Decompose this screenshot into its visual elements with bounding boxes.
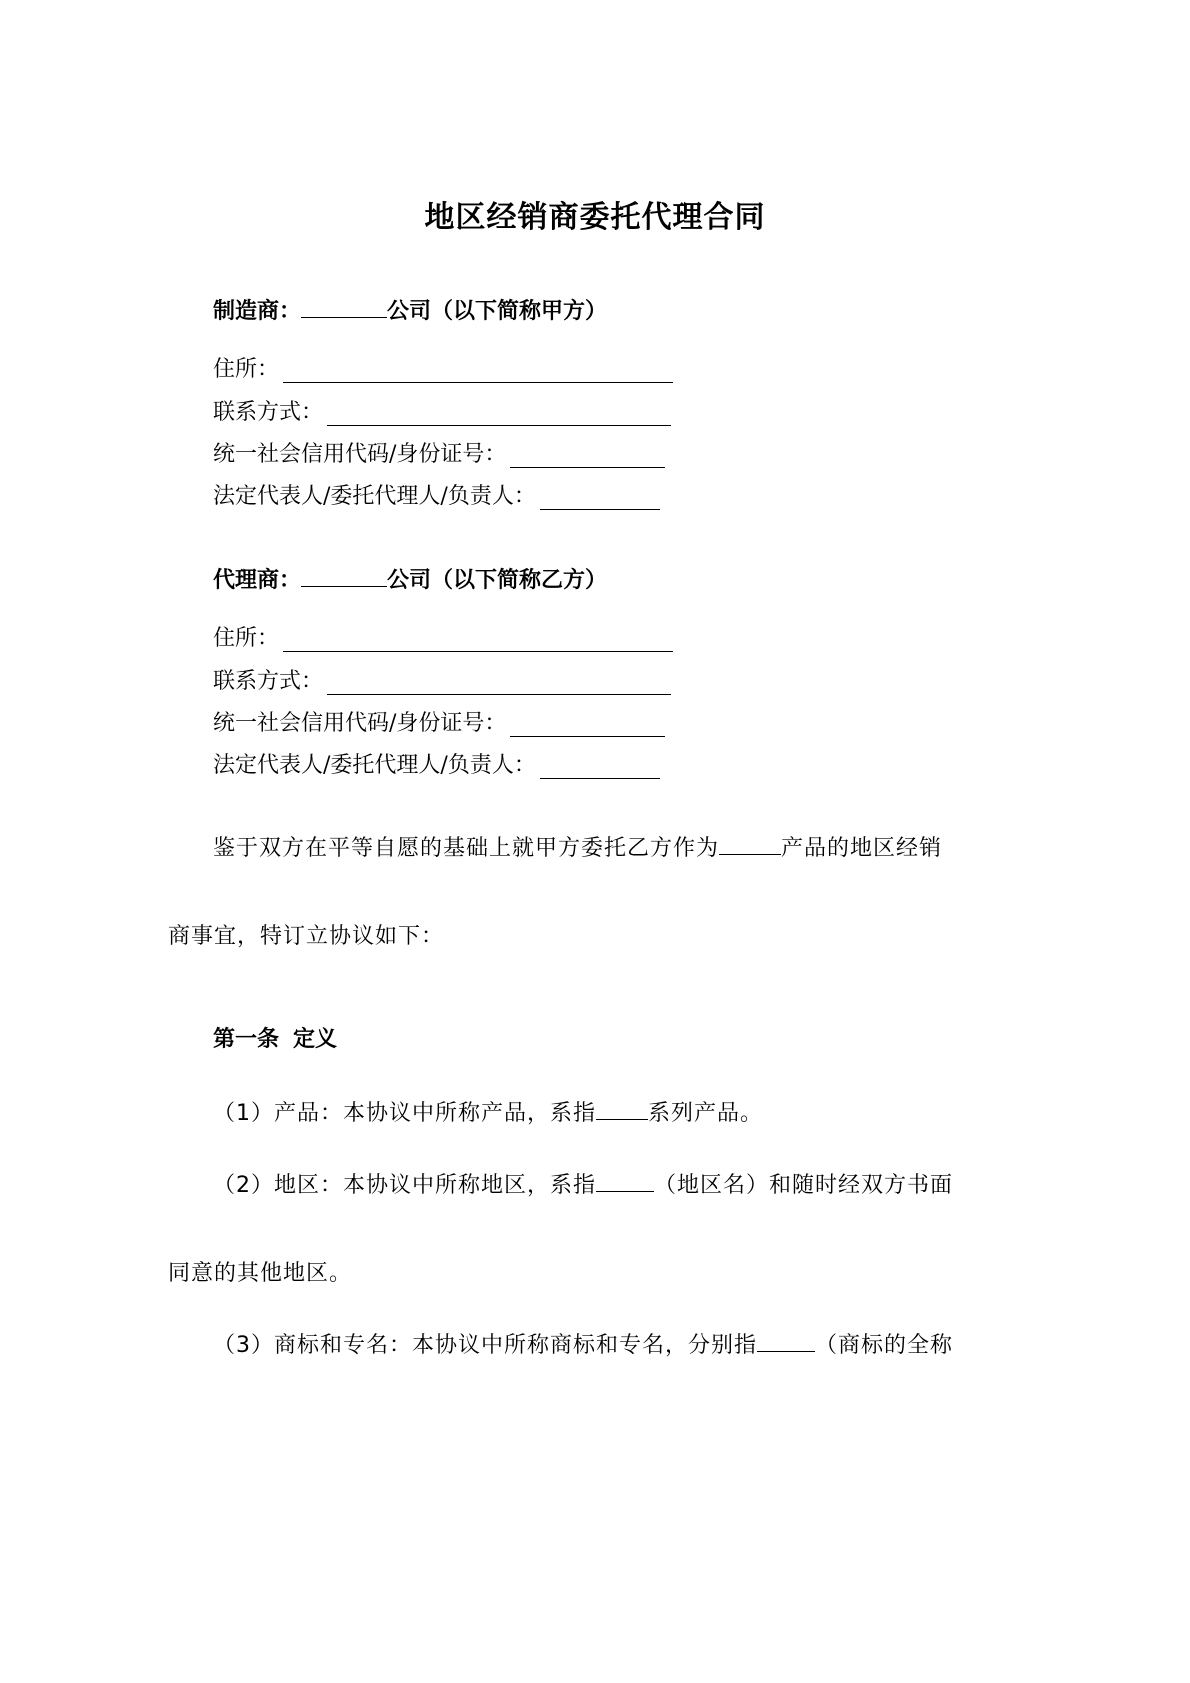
article-1-item-2-cont: 同意的其他地区。 bbox=[168, 1261, 353, 1286]
fill-line bbox=[510, 735, 665, 737]
item-text: 系列产品。 bbox=[648, 1101, 764, 1126]
party-a-field-representative bbox=[213, 479, 660, 510]
fill-line bbox=[540, 508, 660, 510]
party-b-field-address bbox=[213, 621, 673, 652]
field-label: 法定代表人/委托代理人/负责人： bbox=[213, 753, 536, 778]
item-text: （1）产品：本协议中所称产品，系指 bbox=[213, 1101, 596, 1126]
party-a-label: 制造商： bbox=[213, 299, 302, 324]
party-a-name-blank bbox=[301, 316, 387, 318]
product-blank bbox=[719, 853, 781, 855]
party-a-field-address bbox=[213, 352, 673, 383]
field-label: 住所： bbox=[213, 357, 280, 382]
fill-line bbox=[510, 466, 665, 468]
party-b-header bbox=[213, 563, 607, 594]
party-a-field-contact bbox=[213, 395, 671, 426]
preamble-text: 产品的地区经销 bbox=[781, 836, 943, 861]
field-label: 联系方式： bbox=[213, 400, 324, 425]
field-label: 住所： bbox=[213, 626, 280, 651]
party-a-field-credit-code bbox=[213, 437, 665, 468]
party-a-header bbox=[213, 294, 607, 325]
article-1-item-3 bbox=[213, 1328, 953, 1359]
trademark-blank bbox=[757, 1350, 815, 1352]
article-1-heading bbox=[213, 1022, 337, 1053]
region-blank bbox=[596, 1190, 654, 1192]
preamble-line-2: 商事宜，特订立协议如下： bbox=[168, 924, 445, 949]
party-b-field-credit-code bbox=[213, 706, 665, 737]
series-blank bbox=[596, 1118, 648, 1120]
preamble-line-1 bbox=[213, 831, 942, 862]
article-title: 定义 bbox=[293, 1027, 338, 1052]
party-b-field-contact bbox=[213, 664, 671, 695]
field-label: 法定代表人/委托代理人/负责人： bbox=[213, 484, 536, 509]
item-text: （商标的全称 bbox=[815, 1333, 954, 1358]
fill-line bbox=[327, 693, 671, 695]
party-b-field-representative bbox=[213, 748, 660, 779]
fill-line bbox=[283, 650, 673, 652]
party-b-suffix: 公司（以下简称乙方） bbox=[387, 568, 608, 593]
article-1-item-1 bbox=[213, 1096, 763, 1127]
party-a-suffix: 公司（以下简称甲方） bbox=[387, 299, 608, 324]
item-text: （地区名）和随时经双方书面 bbox=[654, 1173, 954, 1198]
field-label: 统一社会信用代码/身份证号： bbox=[213, 711, 507, 736]
fill-line bbox=[327, 424, 671, 426]
preamble-text: 鉴于双方在平等自愿的基础上就甲方委托乙方作为 bbox=[213, 836, 720, 861]
article-1-item-2 bbox=[213, 1168, 953, 1199]
item-text: （3）商标和专名：本协议中所称商标和专名，分别指 bbox=[213, 1333, 757, 1358]
party-b-label: 代理商： bbox=[213, 568, 302, 593]
fill-line bbox=[540, 777, 660, 779]
party-b-name-blank bbox=[301, 585, 387, 587]
item-text: （2）地区：本协议中所称地区，系指 bbox=[213, 1173, 596, 1198]
field-label: 联系方式： bbox=[213, 669, 324, 694]
field-label: 统一社会信用代码/身份证号： bbox=[213, 442, 507, 467]
fill-line bbox=[283, 381, 673, 383]
document-title: 地区经销商委托代理合同 bbox=[424, 200, 766, 235]
article-number: 第一条 bbox=[213, 1027, 280, 1052]
